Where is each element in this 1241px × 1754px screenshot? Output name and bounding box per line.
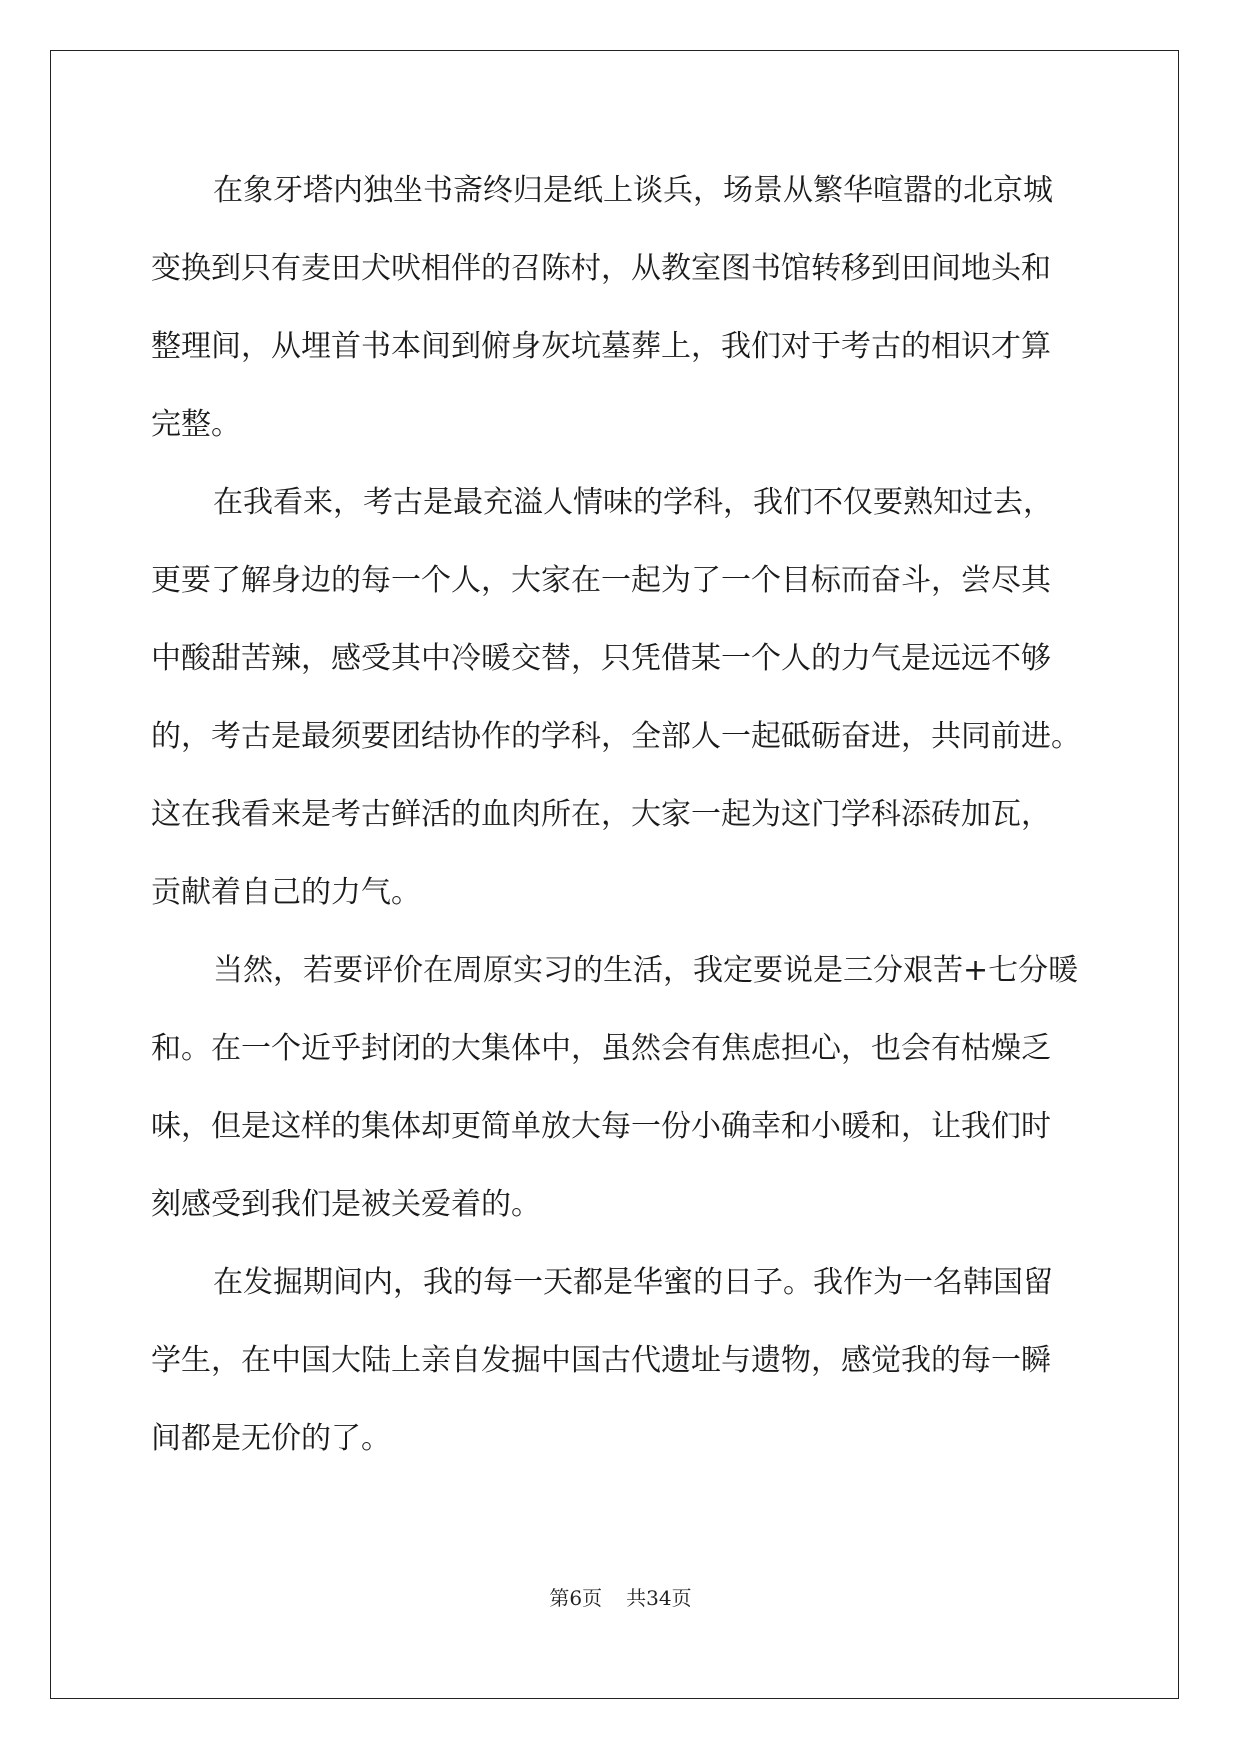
paragraph-4-line-3: 间都是无价的了。 — [151, 1421, 391, 1456]
paragraph-3-line-3: 味，但是这样的集体却更简单放大每一份小确幸和小暖和，让我们时 — [151, 1109, 1051, 1144]
paragraph-2-line-5: 这在我看来是考古鲜活的血肉所在，大家一起为这门学科添砖加瓦， — [151, 797, 1051, 832]
paragraph-2-line-4: 的，考古是最须要团结协作的学科，全部人一起砥砺奋进，共同前进。 — [151, 719, 1081, 754]
paragraph-2-line-3: 中酸甜苦辣，感受其中冷暖交替，只凭借某一个人的力气是远远不够 — [151, 641, 1051, 676]
paragraph-3-line-2: 和。在一个近乎封闭的大集体中，虽然会有焦虑担心，也会有枯燥乏 — [151, 1031, 1051, 1066]
page-footer — [0, 1582, 1241, 1611]
paragraph-2-line-1: 在我看来，考古是最充溢人情味的学科，我们不仅要熟知过去， — [213, 485, 1053, 520]
paragraph-1-line-2: 变换到只有麦田犬吠相伴的召陈村，从教室图书馆转移到田间地头和 — [151, 251, 1051, 286]
paragraph-3-line-1: 当然，若要评价在周原实习的生活，我定要说是三分艰苦+七分暖 — [213, 953, 1079, 988]
paragraph-4-line-2: 学生，在中国大陆上亲自发掘中国古代遗址与遗物，感觉我的每一瞬 — [151, 1343, 1051, 1378]
page-total: 共34页 — [626, 1586, 692, 1610]
paragraph-1-line-4: 完整。 — [151, 407, 241, 442]
paragraph-2-line-2: 更要了解身边的每一个人，大家在一起为了一个目标而奋斗，尝尽其 — [151, 563, 1051, 598]
paragraph-1-line-1: 在象牙塔内独坐书斋终归是纸上谈兵，场景从繁华喧嚣的北京城 — [213, 173, 1053, 208]
paragraph-4-line-1: 在发掘期间内，我的每一天都是华蜜的日子。我作为一名韩国留 — [213, 1265, 1053, 1300]
paragraph-3-line-4: 刻感受到我们是被关爱着的。 — [151, 1187, 541, 1222]
paragraph-1-line-3: 整理间，从埋首书本间到俯身灰坑墓葬上，我们对于考古的相识才算 — [151, 329, 1051, 364]
paragraph-2-line-6: 贡献着自己的力气。 — [151, 875, 421, 910]
page-number: 第6页 — [549, 1586, 603, 1610]
